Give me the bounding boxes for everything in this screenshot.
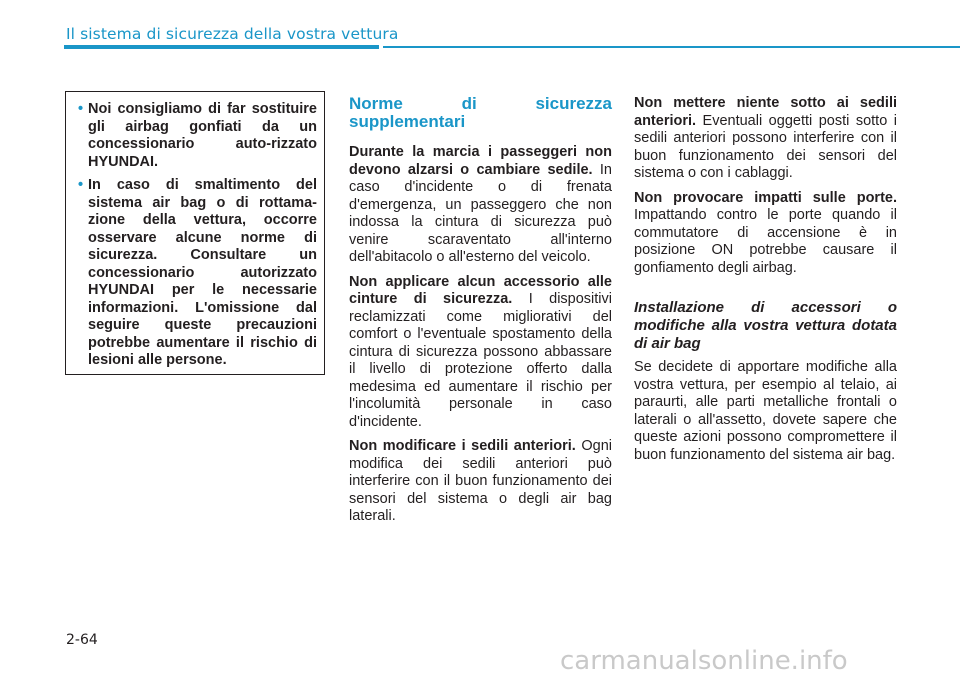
rule-text: Ogni modifica dei sedili anteriori può interferire con il buon funzionamento dei sensori del sistema o degli air bag laterali.: [349, 438, 612, 524]
rule-text: Eventuali oggetti posti sotto i sedili anteriori possono interferire con il buon funzionamento dei sensori del sistema o con i cablaggi.: [634, 112, 897, 181]
rule-heading: Non applicare alcun accessorio alle cinture di sicurezza.: [349, 273, 612, 307]
middle-column: [349, 95, 612, 533]
rule-paragraph: [349, 438, 612, 526]
watermark-text: carmanualsonline.info: [560, 646, 848, 676]
bullet-dot-icon: •: [78, 177, 84, 193]
warning-bullet-text: In caso di smaltimento del sistema air bag o di rottama-zione della vettura, occorre osservare alcune norme di sicurezza. Consultare un concessionario autorizzato HYUNDAI per le necessarie informazioni. L'omissione dal seguire queste precauzioni potrebbe aumentare il rischio di lesioni alle persone.: [88, 177, 317, 368]
section-header-title: Il sistema di sicurezza della vostra vettura: [66, 25, 399, 43]
section-title: Norme di sicurezza supplementari: [349, 94, 612, 131]
rule-text: Impattando contro le porte quando il commutatore di accensione è in posizione ON potrebbe causare il gonfiamento degli airbag.: [634, 207, 897, 276]
rule-text: I dispositivi reclamizzati come migliorativi del comfort o l'eventuale spostamento della cintura di sicurezza possono abbassare il livello di protezione offerto dalla medesima ed aumentare il rischio per l'incolumità personale in caso d'incidente.: [349, 291, 612, 430]
page-number: 2-64: [66, 632, 98, 648]
rule-paragraph: [634, 95, 897, 183]
header-rule-thin: [383, 46, 960, 48]
right-column: [634, 95, 897, 471]
rule-paragraph: [634, 190, 897, 278]
rule-heading: Durante la marcia i passeggeri non devono alzarsi o cambiare sedile.: [349, 144, 612, 178]
warning-box: [65, 91, 325, 375]
subsection-paragraph: Se decidete di apportare modifiche alla vostra vettura, per esempio al telaio, ai paraurti, alle parti metalliche frontali o laterali o all'assetto, dovete sapere che queste azioni possono compromettere il buon funzionamento del sistema air bag.: [634, 359, 897, 463]
warning-bullet-text: Noi consigliamo di far sostituire gli airbag gonfiati da un concessionario auto-rizzato HYUNDAI.: [88, 101, 317, 170]
rule-heading: Non provocare impatti sulle porte.: [634, 189, 897, 206]
subsection-title: Installazione di accessori o modifiche alla vostra vettura dotata di air bag: [634, 299, 897, 352]
bullet-dot-icon: •: [78, 101, 84, 117]
warning-bullet: [78, 177, 317, 370]
header-rule-thick: [64, 45, 379, 49]
rule-paragraph: [349, 274, 612, 432]
rule-heading: Non mettere niente sotto ai sedili anteriori.: [634, 95, 897, 129]
rule-paragraph: [349, 144, 612, 267]
rule-heading: Non modificare i sedili anteriori.: [349, 438, 576, 454]
rule-text: In caso d'incidente o di frenata d'emergenza, un passeggero che non indossa la cintura di sicurezza può venire scaraventato all'interno dell'abitacolo o all'esterno del veicolo.: [349, 161, 612, 265]
warning-bullet: [78, 101, 317, 171]
